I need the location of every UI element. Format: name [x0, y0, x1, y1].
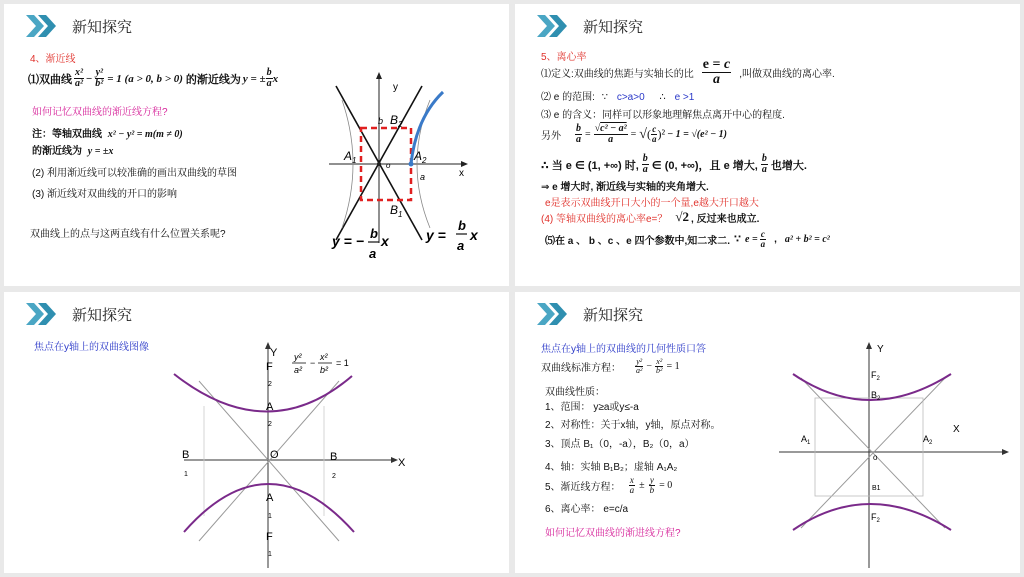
- prop-axes: 4、轴：实轴 B₁B₂；虚轴 A₁A₂: [545, 462, 678, 473]
- p5-prefix: 5、渐近线方程：: [545, 482, 621, 493]
- item-2: (2) 利用渐近线可以较准确的画出双曲线的草图: [32, 168, 237, 179]
- def-mid: 的渐近线为: [185, 73, 241, 86]
- hyperbola-graph-4: [773, 338, 1018, 570]
- y-axis-label: y: [393, 82, 398, 93]
- question-4: [541, 209, 759, 225]
- chevron-arrows-icon: [26, 303, 60, 325]
- a1-label: A: [266, 492, 274, 504]
- header-title: 新知探究: [72, 306, 133, 324]
- hyperbola-graph-3: [164, 336, 424, 572]
- svg-text:y²: y²: [294, 352, 302, 362]
- x-axis-label: X: [398, 457, 406, 469]
- p5-rhs: = 0: [659, 480, 673, 491]
- def-prefix: ⑴双曲线: [28, 73, 72, 86]
- f1-label: F: [266, 531, 273, 543]
- e-range: [541, 88, 694, 103]
- when-middle: ∈ (0, +∞)，且 e 增大,: [651, 159, 758, 172]
- subtitle: 焦点在y轴上的双曲线图像: [34, 342, 149, 353]
- also-label: 另外: [541, 131, 561, 142]
- svg-text:x: x: [381, 233, 389, 249]
- a1-label: $A_1$: [801, 434, 811, 446]
- section-title: 5、离心率: [541, 52, 587, 63]
- b1-label: $B_1$: [390, 203, 403, 219]
- b2-label: $B_2$: [390, 113, 403, 129]
- b2-label: $B_2$: [871, 390, 881, 402]
- question-5: ⑸在 a 、 b 、c 、e 四个参数中,知二求二. ∵ e = $\frac{c}{a}$ , a² + b² = c²: [545, 229, 830, 249]
- note2-prefix: 的渐近线为: [32, 146, 82, 157]
- e-meaning-red: e是表示双曲线开口大小的一个量,e越大开口越大: [545, 198, 759, 209]
- y-axis-label: Y: [877, 344, 884, 355]
- memory-question: 如何记忆双曲线的渐进线方程?: [545, 528, 681, 539]
- slide-header: [26, 302, 132, 326]
- slide-header: [537, 14, 643, 38]
- when-prefix: ∴ 当 e ∈ (1, +∞) 时,: [541, 159, 639, 172]
- item-3: (3) 渐近线对双曲线的开口的影响: [32, 189, 177, 200]
- asymptote-right-eq: y =: [426, 227, 446, 243]
- when-statement: ∴ 当 e ∈ (1, +∞) 时, $\frac{b}{a}$ ∈ (0, +∞)，且 e 增大, $\frac{b}{a}$ 也增大.: [541, 153, 807, 175]
- asymptote-left-eq: y = −: [332, 233, 364, 249]
- svg-text:−: −: [310, 358, 316, 368]
- f-bottom-label: $F_2$: [871, 512, 880, 524]
- x-axis-label: x: [459, 168, 464, 179]
- frac-y2-b2: $\frac{\text{y²}}{\text{b²}}$: [95, 67, 104, 89]
- svg-text:x²: x²: [320, 352, 328, 362]
- def-suffix: ,叫做双曲线的离心率.: [739, 69, 835, 80]
- origin-label: o: [873, 453, 878, 462]
- q5-prefix: ⑸在 a 、 b 、c 、e 四个参数中,知二求二.: [545, 236, 731, 247]
- memory-question: 如何记忆双曲线的渐近线方程?: [32, 107, 168, 118]
- slide-asymptote: [4, 4, 509, 286]
- subtitle: 焦点在y轴上的双曲线的几何性质口答: [541, 344, 706, 355]
- frac-c-a: $\frac{e = c}{a}$: [702, 57, 731, 87]
- a2-label: A: [266, 401, 274, 413]
- header-title: 新知探究: [583, 306, 644, 324]
- svg-text:a: a: [369, 246, 377, 261]
- props-label: 双曲线性质：: [545, 387, 605, 398]
- range-e: e >1: [674, 92, 695, 103]
- def-prefix: ⑴定义:双曲线的焦距与实轴长的比: [541, 69, 694, 80]
- header-title: 新知探究: [72, 18, 133, 36]
- a2-sub: 2: [268, 421, 272, 428]
- svg-text:x: x: [470, 227, 478, 243]
- slide-y-axis-properties: [515, 292, 1020, 573]
- x-axis-label: X: [953, 424, 960, 435]
- frac-sqrt: $\frac{\text{√c² − a²}}{a}$: [594, 123, 627, 145]
- b2-label: B: [330, 451, 338, 463]
- prop-eccentricity: 6、离心率： e=c/a: [545, 504, 629, 515]
- prop-symmetry: 2、对称性：关于x轴，y轴，原点对称。: [545, 420, 721, 431]
- q4-prefix: (4) 等轴双曲线的离心率e=？: [541, 213, 668, 225]
- a1-sub: 1: [268, 513, 272, 520]
- eccentricity-definition: [541, 58, 835, 87]
- implies-statement: ⇒ e 增大时, 渐近线与实轴的夹角增大.: [541, 182, 709, 193]
- e-meaning: ⑶ e 的含义：同样可以形象地理解焦点离开中心的程度.: [541, 110, 785, 121]
- f2-label: F: [266, 361, 273, 373]
- q5-equation: a² + b² = c²: [784, 234, 830, 245]
- origin-label: O: [270, 449, 279, 461]
- equilateral-asymptote: [32, 142, 113, 157]
- because-symbol: ∵: [601, 92, 609, 103]
- b-label: b: [378, 116, 384, 126]
- std-rhs: = 1: [666, 361, 680, 372]
- frac-x2-a2: $\frac{\text{x²}}{\text{a²}}$: [75, 67, 83, 89]
- prop-vertices: 3、顶点 B₁（0，-a），B₂（0，a）: [545, 439, 695, 450]
- a2-label: $A_2$: [414, 149, 427, 165]
- q4-value: √2: [675, 209, 690, 224]
- hyperbola-graph-1: [324, 68, 509, 286]
- y-axis-label: Y: [270, 347, 278, 359]
- b1-label: B1: [872, 485, 881, 492]
- also-formula: 另外 $\frac{b}{a}$ = $\frac{\text{√c² − a²}}{a}$ = √ ( $\frac{c}{a}$ )² − 1 = √(e² − 1): [541, 123, 727, 145]
- eq-rhs: = 1: [336, 358, 349, 368]
- def-condition: = 1 (a > 0, b > 0): [107, 72, 183, 85]
- slide-header: [26, 14, 132, 38]
- therefore-symbol: ∴: [659, 92, 666, 103]
- note2-equation: y = ±x: [87, 146, 114, 157]
- chevron-arrows-icon: [537, 15, 571, 37]
- b1-sub: 1: [184, 471, 188, 478]
- def-eq: y = ±: [242, 72, 266, 85]
- when-suffix: 也增大.: [770, 159, 807, 172]
- svg-text:a²: a²: [294, 365, 303, 375]
- sqrt-expr: c² − a²: [600, 123, 627, 134]
- section-title: 4、渐近线: [30, 54, 76, 65]
- equilateral-note: [32, 125, 183, 140]
- svg-text:b²: b²: [320, 365, 329, 375]
- frac-b-a-2: $\frac{b}{a}$: [576, 123, 581, 145]
- f2-top-label: $F_2$: [871, 370, 880, 382]
- range-prefix: ⑵ e 的范围:: [541, 92, 595, 103]
- b2-sub: 2: [332, 473, 336, 480]
- bottom-question: 双曲线上的点与这两直线有什么位置关系呢?: [30, 229, 226, 240]
- a1-label: $A_1$: [344, 149, 357, 165]
- f1-sub: 1: [268, 551, 272, 558]
- q4-suffix: , 反过来也成立.: [691, 213, 760, 225]
- svg-text:b: b: [370, 226, 378, 241]
- slide-header: [537, 302, 643, 326]
- prop-range: 1、范围： y≥a或y≤-a: [545, 402, 639, 413]
- standard-equation: 双曲线标准方程： $\frac{\text{y²}}{\text{a²}}$ − $\frac{\text{x²}}{\text{b²}}$ = 1: [541, 357, 680, 375]
- a2-label: $A_2$: [923, 434, 933, 446]
- eq-tail: − 1 = √(e² − 1): [667, 129, 727, 140]
- range-c: c>a>0: [616, 92, 645, 103]
- chevron-arrows-icon: [26, 15, 60, 37]
- frac-b-a: $\frac{b}{a}$: [266, 67, 272, 89]
- chevron-arrows-icon: [537, 303, 571, 325]
- note-equation: x² − y² = m(m ≠ 0): [107, 129, 183, 140]
- slide-y-axis-hyperbola-graph: [4, 292, 509, 573]
- std-label: 双曲线标准方程：: [541, 363, 621, 374]
- a-label: a: [420, 172, 426, 182]
- b1-label: B: [182, 449, 190, 461]
- origin-label: o: [386, 161, 391, 170]
- equation-y2-a2: [292, 352, 349, 375]
- header-title: 新知探究: [583, 18, 644, 36]
- asymptote-definition: ⑴双曲线 $\frac{\text{x²}}{\text{a²}}$ − $\frac{\text{y²}}{\text{b²}}$ = 1 (a > 0, b > 0) 的渐近线为 y = ± $\frac{b}{a}$ x: [28, 67, 279, 89]
- slide-eccentricity: [515, 4, 1020, 286]
- note-prefix: 注：等轴双曲线: [32, 129, 102, 140]
- f2-sub: 2: [268, 381, 272, 388]
- svg-text:a: a: [457, 238, 465, 253]
- svg-text:b: b: [458, 218, 466, 233]
- prop-asymptote: 5、渐近线方程： $\frac{x}{a}$ ± $\frac{y}{b}$ = 0: [545, 475, 673, 495]
